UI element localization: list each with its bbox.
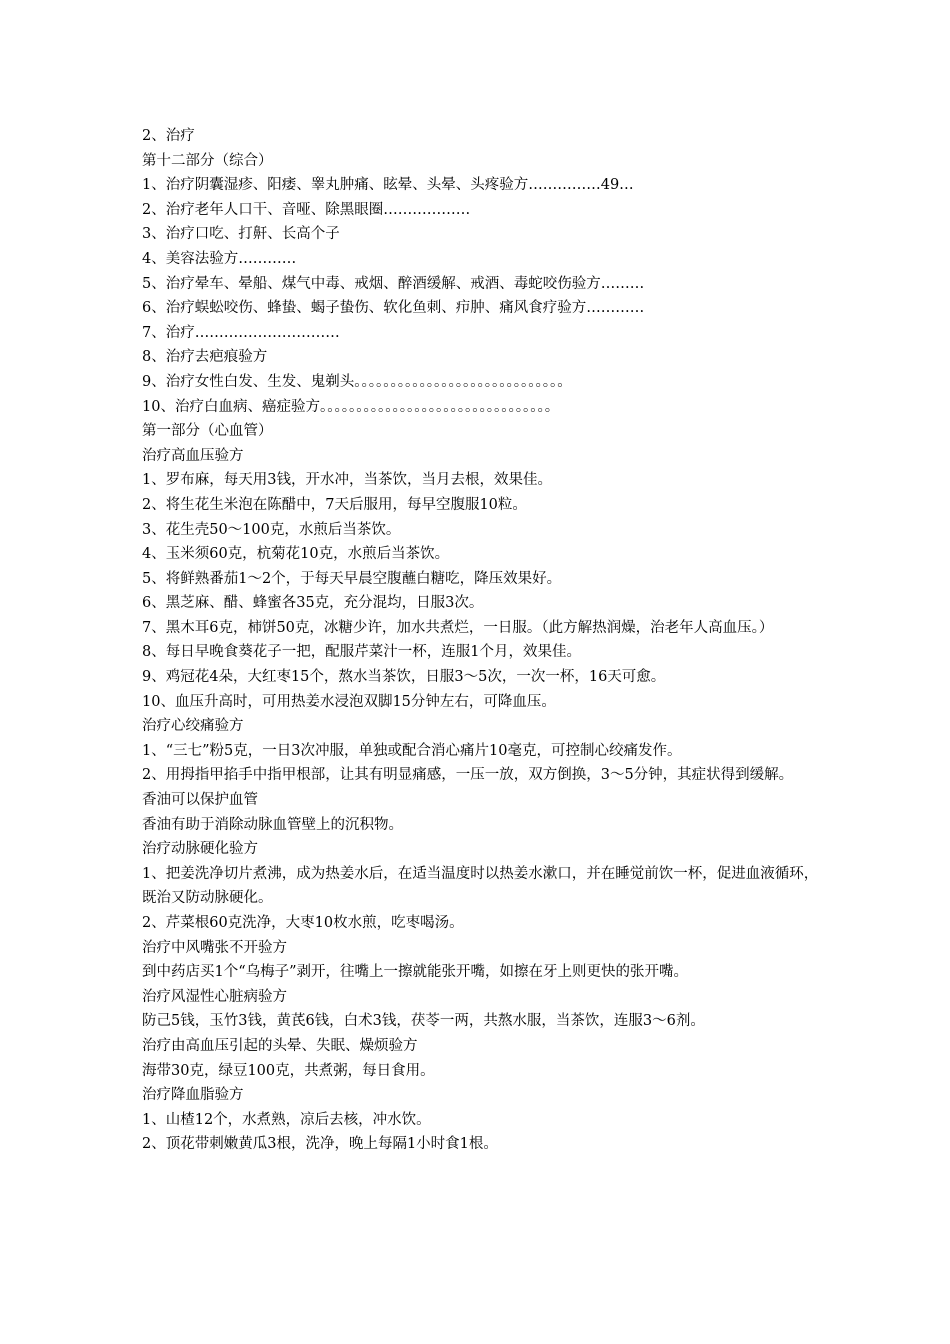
text-line: 第一部分（心血管） <box>142 423 273 440</box>
text-line: 7、治疗………………………… <box>142 324 340 341</box>
text-line: 10、治疗白血病、癌症验方。。。。。。。。。。。。。。。。。。。。。。。。。。。。。。。。 <box>142 398 560 415</box>
text-line: 香油有助于消除动脉血管壁上的沉积物。 <box>142 816 403 833</box>
text-line: 治疗降血脂验方 <box>142 1087 244 1104</box>
text-line: 6、治疗蜈蚣咬伤、蜂蛰、蝎子蛰伤、软化鱼刺、疖肿、痛风食疗验方………… <box>142 300 645 317</box>
text-line: 1、治疗阴囊湿疹、阳痿、睾丸肿痛、眩晕、头晕、头疼验方……………49… <box>142 177 634 194</box>
text-line: 2、治疗 <box>142 128 195 144</box>
text-line: 6、黑芝麻、醋、蜂蜜各35克，充分混均，日服3次。 <box>142 595 484 612</box>
text-line: 8、每日早晚食葵花子一把，配服芹菜汁一杯，连服1个月，效果佳。 <box>142 644 581 661</box>
text-line: 7、黑木耳6克，柿饼50克，冰糖少许，加水共煮烂，一日服。（此方解热润燥，治老年人高血压。） <box>142 619 774 636</box>
text-line: 5、将鲜熟番茄1～2个，于每天早晨空腹蘸白糖吃，降压效果好。 <box>142 570 562 587</box>
text-line: 海带30克，绿豆100克，共煮粥，每日食用。 <box>142 1062 435 1079</box>
text-line: 2、治疗老年人口干、音哑、除黑眼圈……………… <box>142 201 471 218</box>
text-line: 第十二部分（综合） <box>142 152 273 169</box>
text-line: 1、“三七”粉5克，一日3次冲服，单独或配合消心痛片10毫克，可控制心绞痛发作。 <box>142 742 682 759</box>
text-line: 4、玉米须60克，杭菊花10克，水煎后当茶饮。 <box>142 546 450 563</box>
text-line: 治疗高血压验方 <box>142 447 244 464</box>
text-line: 2、顶花带刺嫩黄瓜3根，洗净，晚上每隔1小时食1根。 <box>142 1136 498 1153</box>
text-line: 1、山楂12个，水煮熟，凉后去核，冲水饮。 <box>142 1111 431 1128</box>
text-line: 8、治疗去疤痕验方 <box>142 349 268 366</box>
text-line: 治疗心绞痛验方 <box>142 718 244 735</box>
text-line: 防己5钱，玉竹3钱，黄芪6钱，白术3钱，茯苓一两，共熬水服，当茶饮，连服3～6剂。 <box>142 1013 705 1030</box>
document-page <box>142 124 822 1157</box>
text-line: 3、治疗口吃、打鼾、长高个子 <box>142 226 340 243</box>
text-line: 5、治疗晕车、晕船、煤气中毒、戒烟、醉酒缓解、戒酒、毒蛇咬伤验方……… <box>142 275 645 292</box>
text-line: 2、将生花生米泡在陈醋中，7天后服用，每早空腹服10粒。 <box>142 496 527 513</box>
text-line: 9、鸡冠花4朵，大红枣15个，熬水当茶饮，日服3～5次，一次一杯，16天可愈。 <box>142 669 666 686</box>
text-line: 9、治疗女性白发、生发、鬼剃头。。。。。。。。。。。。。。。。。。。。。。。。。。。。。 <box>142 373 572 390</box>
text-line: 3、花生壳50～100克，水煎后当茶饮。 <box>142 521 401 538</box>
text-line: 2、用拇指甲掐手中指甲根部，让其有明显痛感，一压一放，双方倒换，3～5分钟，其症状得到缓解。 <box>142 767 794 784</box>
text-line: 4、美容法验方………… <box>142 250 297 267</box>
text-line: 香油可以保护血管 <box>142 792 258 809</box>
text-line: 2、芹菜根60克洗净，大枣10枚水煎，吃枣喝汤。 <box>142 915 464 931</box>
text-line: 治疗动脉硬化验方 <box>142 841 258 858</box>
text-line: 10、血压升高时，可用热姜水浸泡双脚15分钟左右，可降血压。 <box>142 693 556 710</box>
text-line: 治疗由高血压引起的头晕、失眠、燥烦验方 <box>142 1037 418 1054</box>
text-line: 治疗风湿性心脏病验方 <box>142 988 287 1005</box>
text-line: 1、罗布麻，每天用3钱，开水冲，当茶饮，当月去根，效果佳。 <box>142 472 552 489</box>
text-line: 1、把姜洗净切片煮沸，成为热姜水后，在适当温度时以热姜水漱口，并在睡觉前饮一杯，促进血液循环，既治又防动脉硬化。 <box>142 865 819 907</box>
text-line: 治疗中风嘴张不开验方 <box>142 939 287 956</box>
text-line: 到中药店买1个“乌梅子”剥开，往嘴上一擦就能张开嘴，如擦在牙上则更快的张开嘴。 <box>142 964 689 981</box>
